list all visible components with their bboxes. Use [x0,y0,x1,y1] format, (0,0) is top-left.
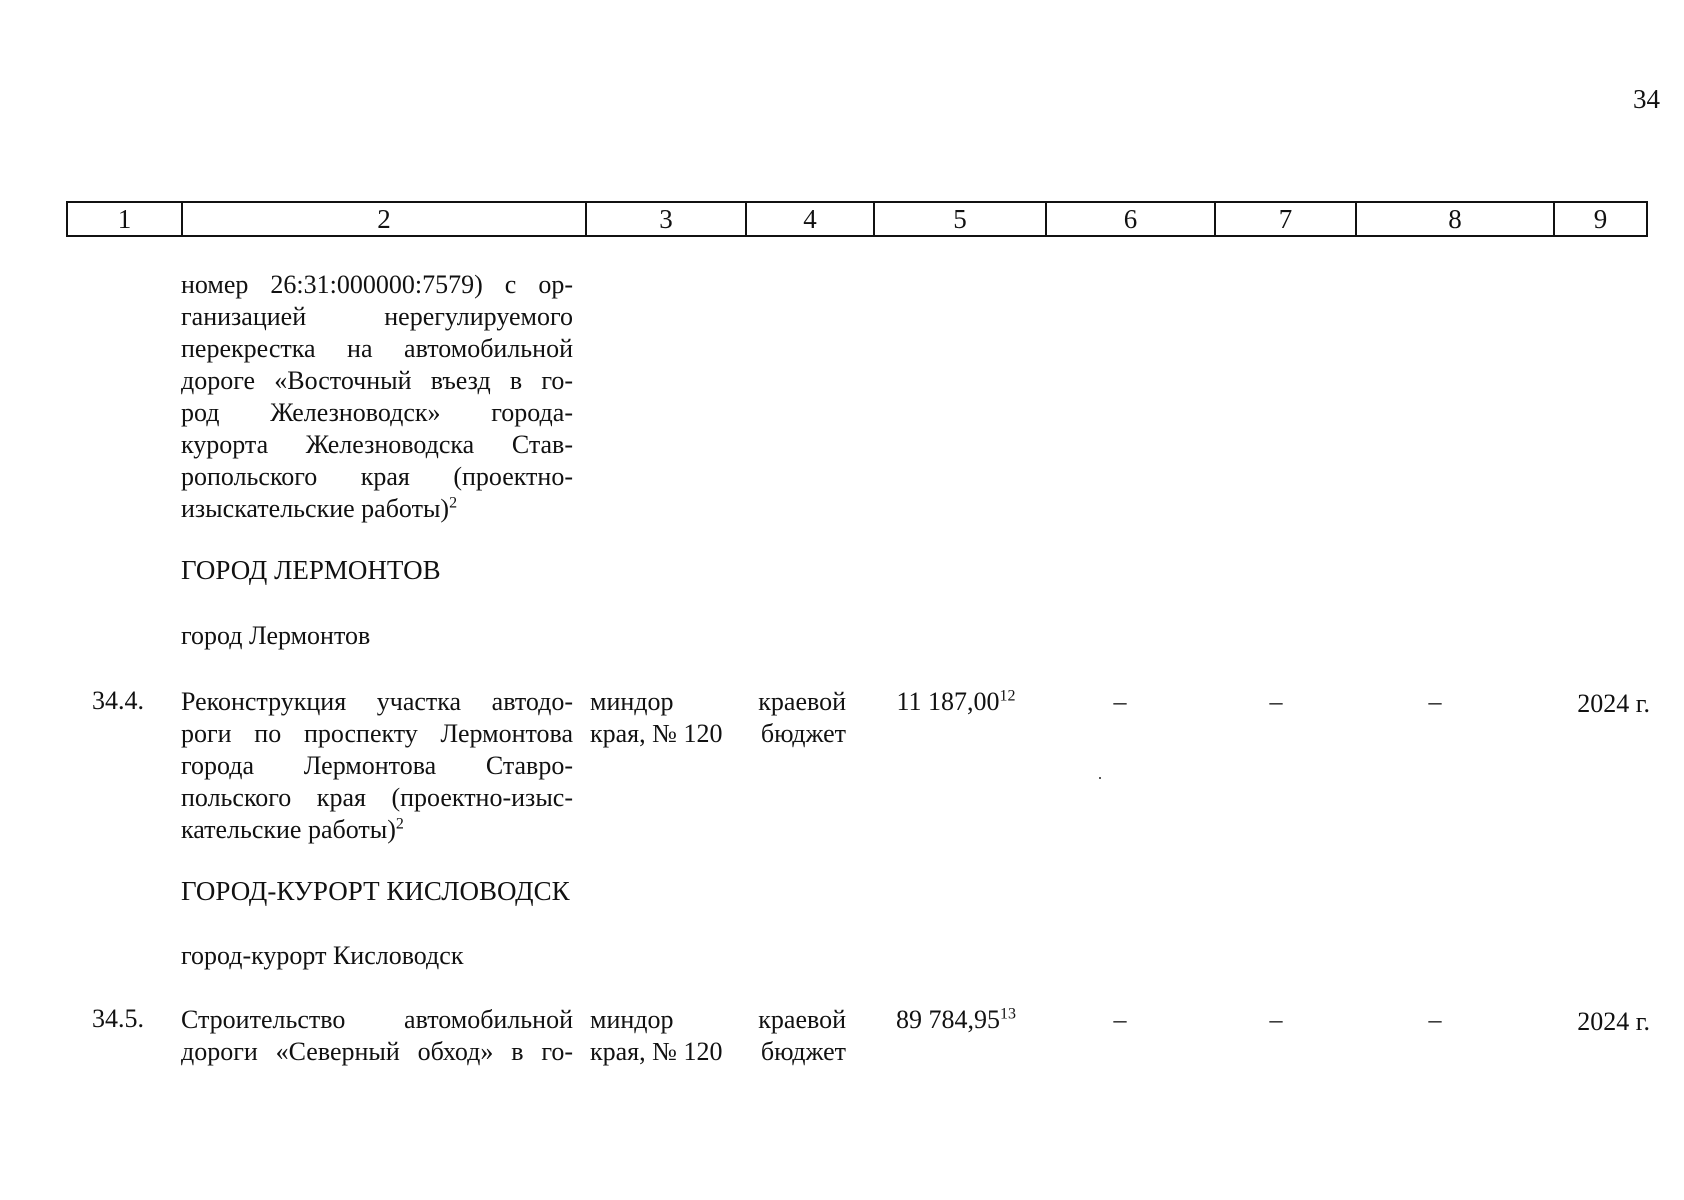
continuation-line-last [181,493,573,525]
header-col-8: 8 [1356,202,1554,236]
row-name [181,686,573,846]
row-year: 2024 г. [1577,689,1650,718]
continuation-line: дороге «Восточный въезд в го- [181,366,573,395]
continuation-line: ганизацией нерегулируемого [181,302,573,331]
row-funding-source [746,1004,846,1068]
continuation-line: перекрестка на автомобильной [181,334,573,363]
row-year: 2024 г. [1577,1007,1650,1036]
row-customer-line: миндор [590,1005,674,1034]
row-name-line: роги по проспекту Лермонтова [181,719,573,748]
footnote-marker: 13 [1000,1005,1016,1023]
continuation-line: курорта Железноводска Став- [181,430,573,459]
row-number: 34.4. [92,686,144,715]
row-source-line: бюджет [760,1037,846,1066]
header-col-1: 1 [67,202,182,236]
section-heading-kislovodsk: ГОРОД-КУРОРТ КИСЛОВОДСК [181,876,570,906]
row-name-line: Строительство автомобильной [181,1005,573,1034]
row-customer [590,1004,740,1068]
section-heading-lermontov: ГОРОД ЛЕРМОНТОВ [181,555,441,585]
row-amount-value: 11 187,00 [896,687,1000,716]
row-col6: – [1113,1005,1127,1034]
header-col-2: 2 [182,202,586,236]
row-name-line-text: кательские работы) [181,815,396,844]
row-customer [590,686,740,750]
row-amount [866,1004,1046,1036]
continuation-line: номер 26:31:000000:7579) с ор- [181,270,573,299]
header-col-5: 5 [874,202,1046,236]
section-subheading-lermontov: город Лермонтов [181,621,371,650]
header-col-9: 9 [1554,202,1647,236]
row-customer-line: края, № 120 [590,719,723,748]
footnote-marker: 2 [449,494,458,512]
scan-speck [1099,777,1101,779]
row-col8: – [1428,687,1442,716]
footnote-marker: 2 [395,815,404,833]
section-subheading-kislovodsk: город-курорт Кисловодск [181,941,464,970]
row-source-line: краевой [758,687,846,716]
header-col-6: 6 [1046,202,1215,236]
row-amount-value: 89 784,95 [896,1005,1000,1034]
column-number-header [66,201,1648,237]
row-name-line: польского края (проектно-изыс- [181,783,573,812]
row-customer-line: миндор [590,687,674,716]
row-source-line: бюджет [760,719,846,748]
row-amount [866,686,1046,718]
row-name-line: дороги «Северный обход» в го- [181,1037,573,1066]
row-col6: – [1113,687,1127,716]
header-col-7: 7 [1215,202,1356,236]
row-col7: – [1269,687,1283,716]
row-name [181,1004,573,1068]
header-col-3: 3 [586,202,746,236]
continuation-line: род Железноводск» города- [181,398,573,427]
row-name-line-last [181,814,573,846]
row-number: 34.5. [92,1004,144,1033]
footnote-marker: 12 [999,687,1016,705]
continuation-line: ропольского края (проектно- [181,462,573,491]
row-funding-source [746,686,846,750]
row-source-line: краевой [758,1005,846,1034]
row-col8: – [1428,1005,1442,1034]
page-number: 34 [1633,84,1660,114]
continuation-text [181,269,573,525]
header-col-4: 4 [746,202,874,236]
row-col7: – [1269,1005,1283,1034]
row-name-line: города Лермонтова Ставро- [181,751,573,780]
row-name-line: Реконструкция участка автодо- [181,687,573,716]
row-customer-line: края, № 120 [590,1037,723,1066]
continuation-line-text: изыскательские работы) [181,494,450,523]
